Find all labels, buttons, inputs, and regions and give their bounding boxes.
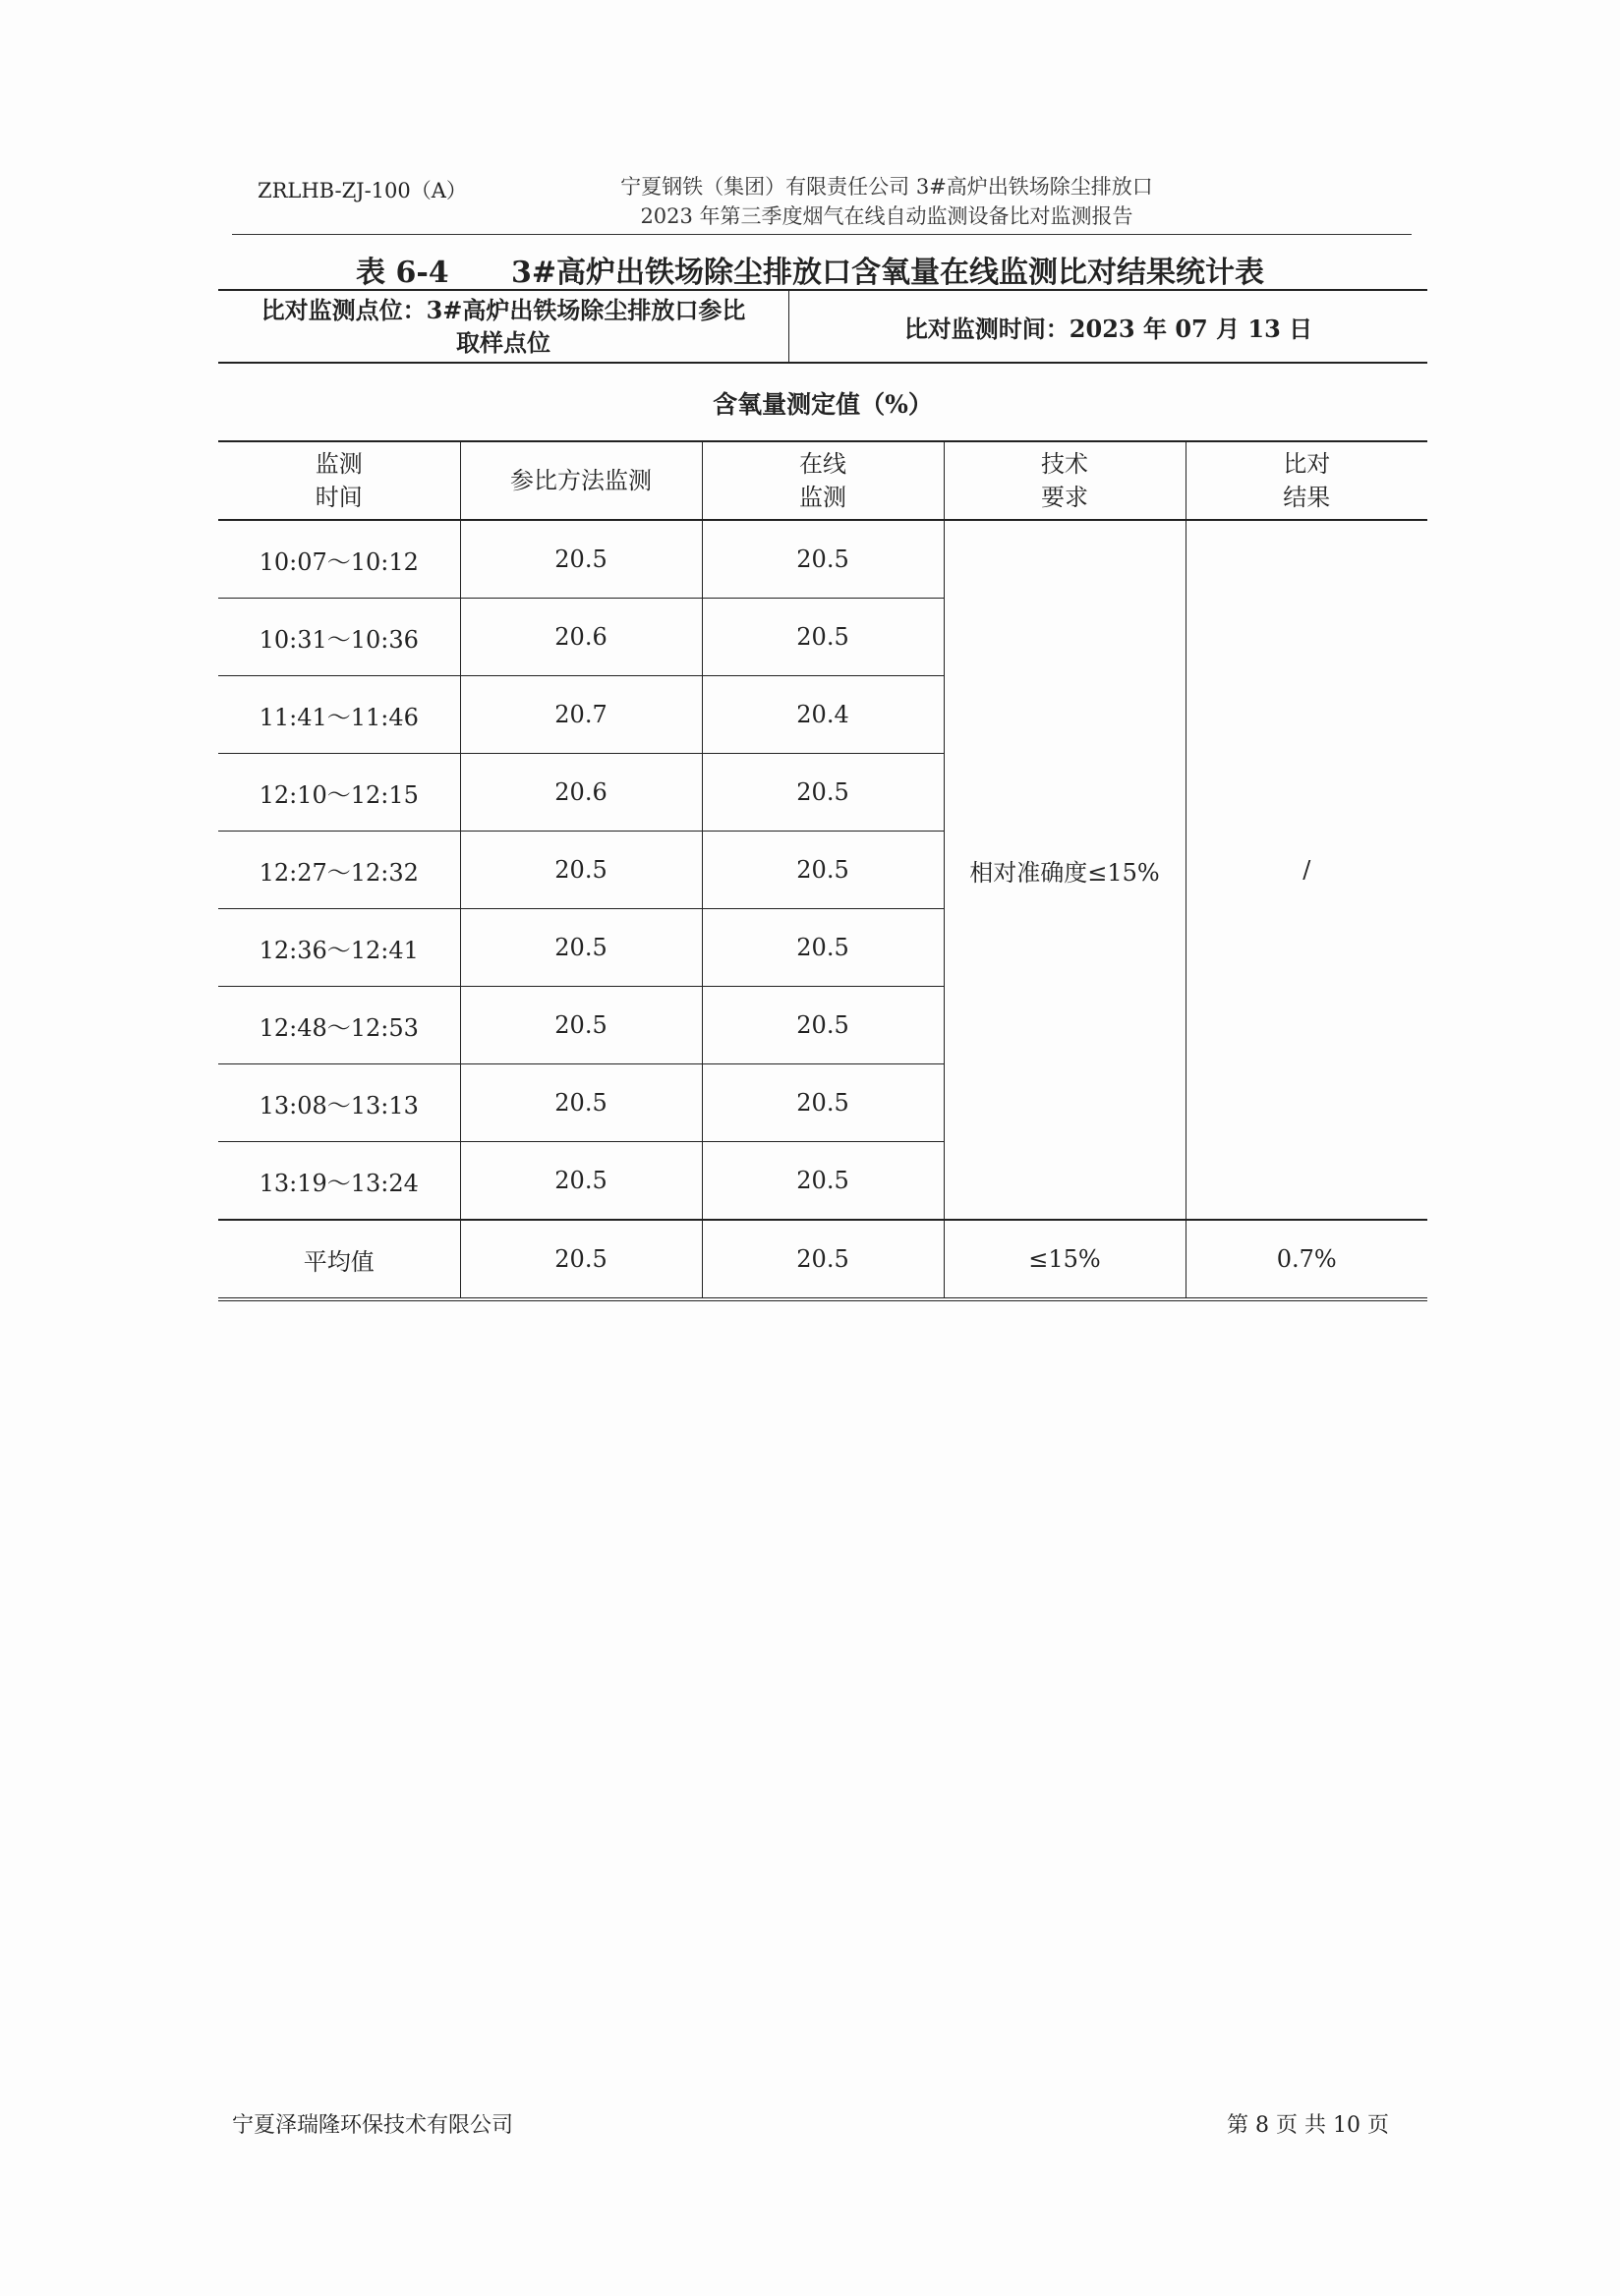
table-header-row [218,441,1427,520]
cell-online: 20.5 [702,599,944,676]
col-header-reference: 参比方法监测 [460,441,702,520]
cell-online: 20.5 [702,1142,944,1221]
cell-result-merged: / [1186,520,1427,1220]
col-header-time: 监测 时间 [218,441,460,520]
table-row [218,520,1427,599]
cell-reference: 20.5 [460,832,702,909]
cell-requirement-merged: 相对准确度≤15% [944,520,1186,1220]
average-row [218,1220,1427,1299]
cell-reference: 20.7 [460,676,702,754]
cell-time: 12:27～12:32 [218,832,460,909]
cell-reference: 20.5 [460,909,702,987]
cell-time: 12:48～12:53 [218,987,460,1064]
table-title: 3#高炉出铁场除尘排放口含氧量在线监测比对结果统计表 [511,256,1265,290]
col-header-online: 在线 监测 [702,441,944,520]
monitoring-location [218,291,789,362]
average-requirement: ≤15% [944,1220,1186,1299]
average-online: 20.5 [702,1220,944,1299]
document-code: ZRLHB-ZJ-100（A） [258,179,467,202]
cell-time: 13:08～13:13 [218,1064,460,1142]
cell-time: 12:36～12:41 [218,909,460,987]
report-title-line1: 宁夏钢铁（集团）有限责任公司 3#高炉出铁场除尘排放口 [620,175,1153,199]
cell-reference: 20.5 [460,1064,702,1142]
cell-reference: 20.6 [460,599,702,676]
table-caption [218,244,1427,290]
section-title: 含氧量测定值（%） [713,390,933,419]
average-reference: 20.5 [460,1220,702,1299]
cell-reference: 20.6 [460,754,702,832]
cell-reference: 20.5 [460,520,702,599]
report-title-line2: 2023 年第三季度烟气在线自动监测设备比对监测报告 [640,204,1133,228]
cell-time: 12:10～12:15 [218,754,460,832]
monitoring-location-line1: 比对监测点位：3#高炉出铁场除尘排放口参比 [260,296,746,324]
cell-online: 20.5 [702,909,944,987]
average-result: 0.7% [1186,1220,1427,1299]
table-number: 表 6-4 [356,256,449,290]
col-header-result: 比对 结果 [1186,441,1427,520]
cell-online: 20.5 [702,1064,944,1142]
cell-time: 11:41～11:46 [218,676,460,754]
monitoring-info [218,289,1427,364]
cell-online: 20.5 [702,754,944,832]
cell-online: 20.5 [702,987,944,1064]
cell-time: 10:31～10:36 [218,599,460,676]
cell-online: 20.5 [702,832,944,909]
cell-reference: 20.5 [460,987,702,1064]
average-label: 平均值 [218,1220,460,1299]
cell-online: 20.4 [702,676,944,754]
header-rule [232,234,1412,235]
cell-reference: 20.5 [460,1142,702,1221]
cell-time: 13:19～13:24 [218,1142,460,1221]
footer-page-number: 第 8 页 共 10 页 [1227,2113,1389,2138]
col-header-requirement: 技术 要求 [944,441,1186,520]
cell-time: 10:07～10:12 [218,520,460,599]
oxygen-comparison-table [218,440,1427,1301]
report-title [552,172,1221,231]
monitoring-location-line2: 取样点位 [456,328,550,357]
monitoring-time: 比对监测时间：2023 年 07 月 13 日 [903,314,1313,343]
cell-online: 20.5 [702,520,944,599]
footer-company: 宁夏泽瑞隆环保技术有限公司 [232,2113,514,2138]
